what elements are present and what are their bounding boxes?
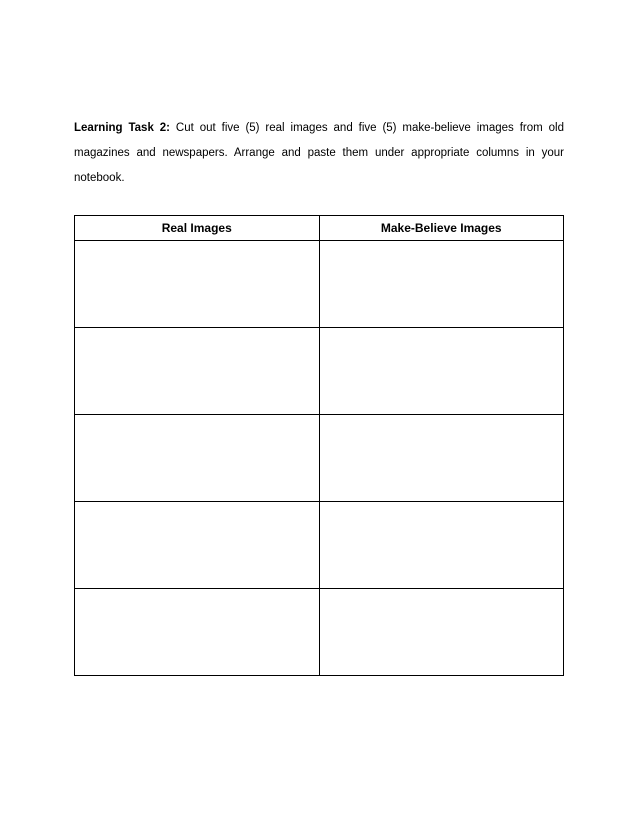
task-text: Cut out five (5) real images and five (5) make-believe images from old magazines and newspapers. Arrange and paste them under appropriate columns in your notebook. [74,122,564,184]
table-row [75,589,564,676]
table-row [75,241,564,328]
make-believe-image-cell [319,502,564,589]
real-image-cell [75,589,320,676]
column-header-real-images: Real Images [75,216,320,241]
table-row [75,502,564,589]
table-row [75,415,564,502]
real-image-cell [75,328,320,415]
table-row [75,328,564,415]
make-believe-image-cell [319,589,564,676]
column-header-make-believe-images: Make-Believe Images [319,216,564,241]
make-believe-image-cell [319,328,564,415]
make-believe-image-cell [319,415,564,502]
real-image-cell [75,415,320,502]
images-table [74,215,564,676]
make-believe-image-cell [319,241,564,328]
real-image-cell [75,502,320,589]
task-instructions [74,116,564,191]
task-label: Learning Task 2: [74,122,170,134]
real-image-cell [75,241,320,328]
table-header-row [75,216,564,241]
